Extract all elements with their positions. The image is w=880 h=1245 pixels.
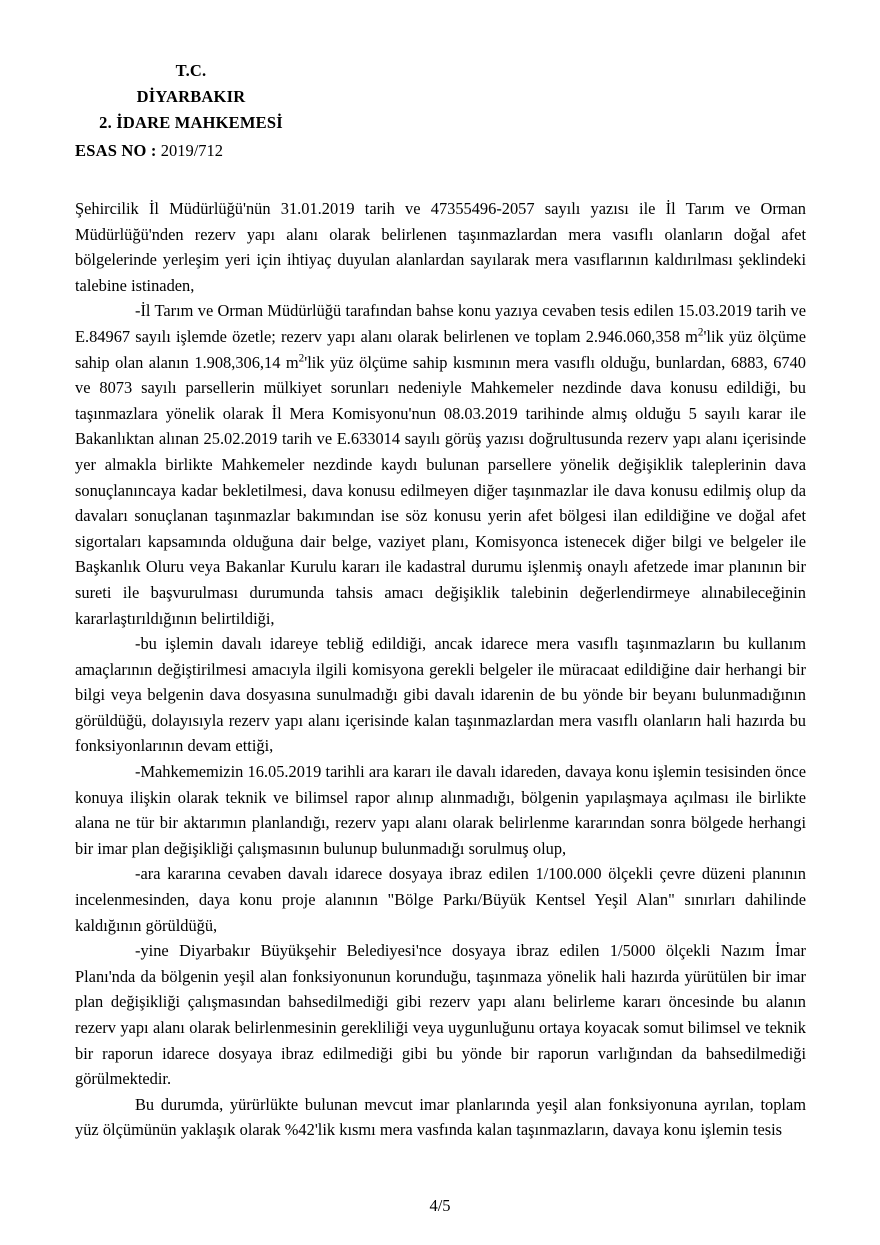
paragraph-bu-durumda: Bu durumda, yürürlükte bulunan mevcut imar planlarında yeşil alan fonksiyonuna ayrılan, toplam yüz ölçümünün yaklaşık olarak %42'lik kısmı mera vasfında kalan taşınmazların, davaya konu işlemin tesis	[75, 1094, 806, 1140]
paragraph-text-segment: -İl Tarım ve Orman Müdürlüğü tarafından bahse konu yazıya cevaben tesis edilen 15.03.2019 tarih ve E.84967 sayılı işlemde özetle; rezerv yapı alanı olarak belirlenen ve toplam 2.946.060,358 m	[75, 301, 806, 346]
case-number-line	[75, 137, 806, 164]
header-republic-line: T.C.	[175, 61, 207, 80]
paragraph-bu-islemin: -bu işlemin davalı idareye tebliğ edildiği, ancak idarece mera vasıflı taşınmazların bu kullanım amaçlarının değiştirilmesi amacıyla ilgili komisyona gerekli belgeler ile müracaat edildiğine dair herhangi bir bilgi veya belgenin dava dosyasına sunulmadığı gibi davalı idarenin de bu yönde bir beyanı bulunmadığının görüldüğü, dolayısıyla rezerv yapı alanı içerisinde kalan taşınmazlardan mera vasıflı olanların hali hazırda bu fonksiyonlarının devam ettiği,	[75, 634, 806, 756]
header-court-line: 2. İDARE MAHKEMESİ	[99, 113, 283, 132]
document-body	[75, 196, 806, 1143]
court-header	[75, 58, 806, 164]
paragraph-mahkememizin: -Mahkememizin 16.05.2019 tarihli ara kararı ile davalı idareden, davaya konu işlemin tesisinden önce konuya ilişkin olarak teknik ve bilimsel rapor alınıp alınmadığı, bölgenin yapılaşmaya açılması ile birlikte alana ne tür bir aktarımın planlandığı, rezerv yapı alanı olarak belirlenme kararından sonra bölgede herhangi bir imar plan değişikliği çalışmasının bulunup bulunmadığı sorulmuş olup,	[75, 762, 806, 858]
page-number: 4/5	[429, 1196, 451, 1215]
paragraph-sehircilik: Şehircilik İl Müdürlüğü'nün 31.01.2019 tarih ve 47355496-2057 sayılı yazısı ile İl Tarım ve Orman Müdürlüğü'nden rezerv yapı alanı olarak belirlenen taşınmazlardan mera vasıflı olanların doğal afet bölgelerinde yerleşim yeri için ihtiyaç duyulan alanlardan sayılarak mera vasıflarının kaldırılması şeklindeki talebine istinaden,	[75, 199, 806, 295]
header-city-line: DİYARBAKIR	[136, 87, 246, 106]
paragraph-il-tarim-orman	[75, 298, 806, 631]
paragraph-ara-kararina: -ara kararına cevaben davalı idarece dosyaya ibraz edilen 1/100.000 ölçekli çevre düzeni planının incelenmesinden, daya konu proje alanının "Bölge Parkı/Büyük Kentsel Yeşil Alan" sınırları dahilinde kaldığının görüldüğü,	[75, 864, 806, 935]
paragraph-text-segment: 'lik yüz ölçüme sahip olan alanın 1.908,306,14 m	[75, 326, 806, 372]
square-meter-superscript: 2	[298, 352, 305, 365]
case-number-label: ESAS NO :	[75, 141, 157, 160]
paragraph-yine-diyarbakir: -yine Diyarbakır Büyükşehir Belediyesi'nce dosyaya ibraz edilen 1/5000 ölçekli Nazım İmar Planı'nda da bölgenin yeşil alan fonksiyonunun korunduğu, taşınmaza yönelik hali hazırda yürütülen bir imar plan değişikliği çalışmasından bahsedilmediği gibi rezerv yapı alanı belirleme kararı öncesinde bu alanın rezerv yapı alanı olarak belirlenmesinin gerekliliği veya uygunluğunu ortaya koyacak somut bilimsel ve teknik bir raporun idarece dosyaya ibraz edilmediği gibi bu yönde bir raporun varlığından da bahsedilmediği görülmektedir.	[75, 941, 806, 1089]
paragraph-text-segment: 'lik yüz ölçüme sahip kısmının mera vasıflı olduğu, bunlardan, 6883, 6740 ve 8073 sayılı parsellerin mülkiyet sorunları nedeniyle Mahkemeler nezdinde dava konusu edildiği, bu taşınmazlara yönelik olarak İl Mera Komisyonu'nun 08.03.2019 tarihinde almış olduğu 5 sayılı karar ile Bakanlıktan alınan 25.02.2019 tarih ve E.633014 sayılı görüş yazısı doğrultusunda rezerv yapı alanı içerisinde yer almakla birlikte Mahkemeler nezdinde kaydı bulunan parsellere yönelik değişiklik taleplerinin dava sonuçlanıncaya kadar bekletilmesi, dava konusu edilmeyen diğer taşınmazlar ile dava konusu edilmiş olup da davaları sonuçlanan taşınmazlar bakımından ise söz konusu yerin afet bölgesi ilan edildiğine ve doğal afet sigortaları kapsamında olduğuna dair belge, vaziyet planı, Komisyonca istenecek diğer bilgi ve belgeler ile Başkanlık Oluru veya Bakanlar Kurulu kararı ile kadastral durumu işlenmiş onaylı afetzede imar planının bir sureti ile başvurulması durumunda tahsis amacı değişiklik talebinin değerlendirmeye alınabileceğinin kararlaştırıldığının belirtildiği,	[75, 352, 806, 628]
case-number-value: 2019/712	[160, 141, 224, 160]
square-meter-superscript: 2	[697, 326, 704, 339]
